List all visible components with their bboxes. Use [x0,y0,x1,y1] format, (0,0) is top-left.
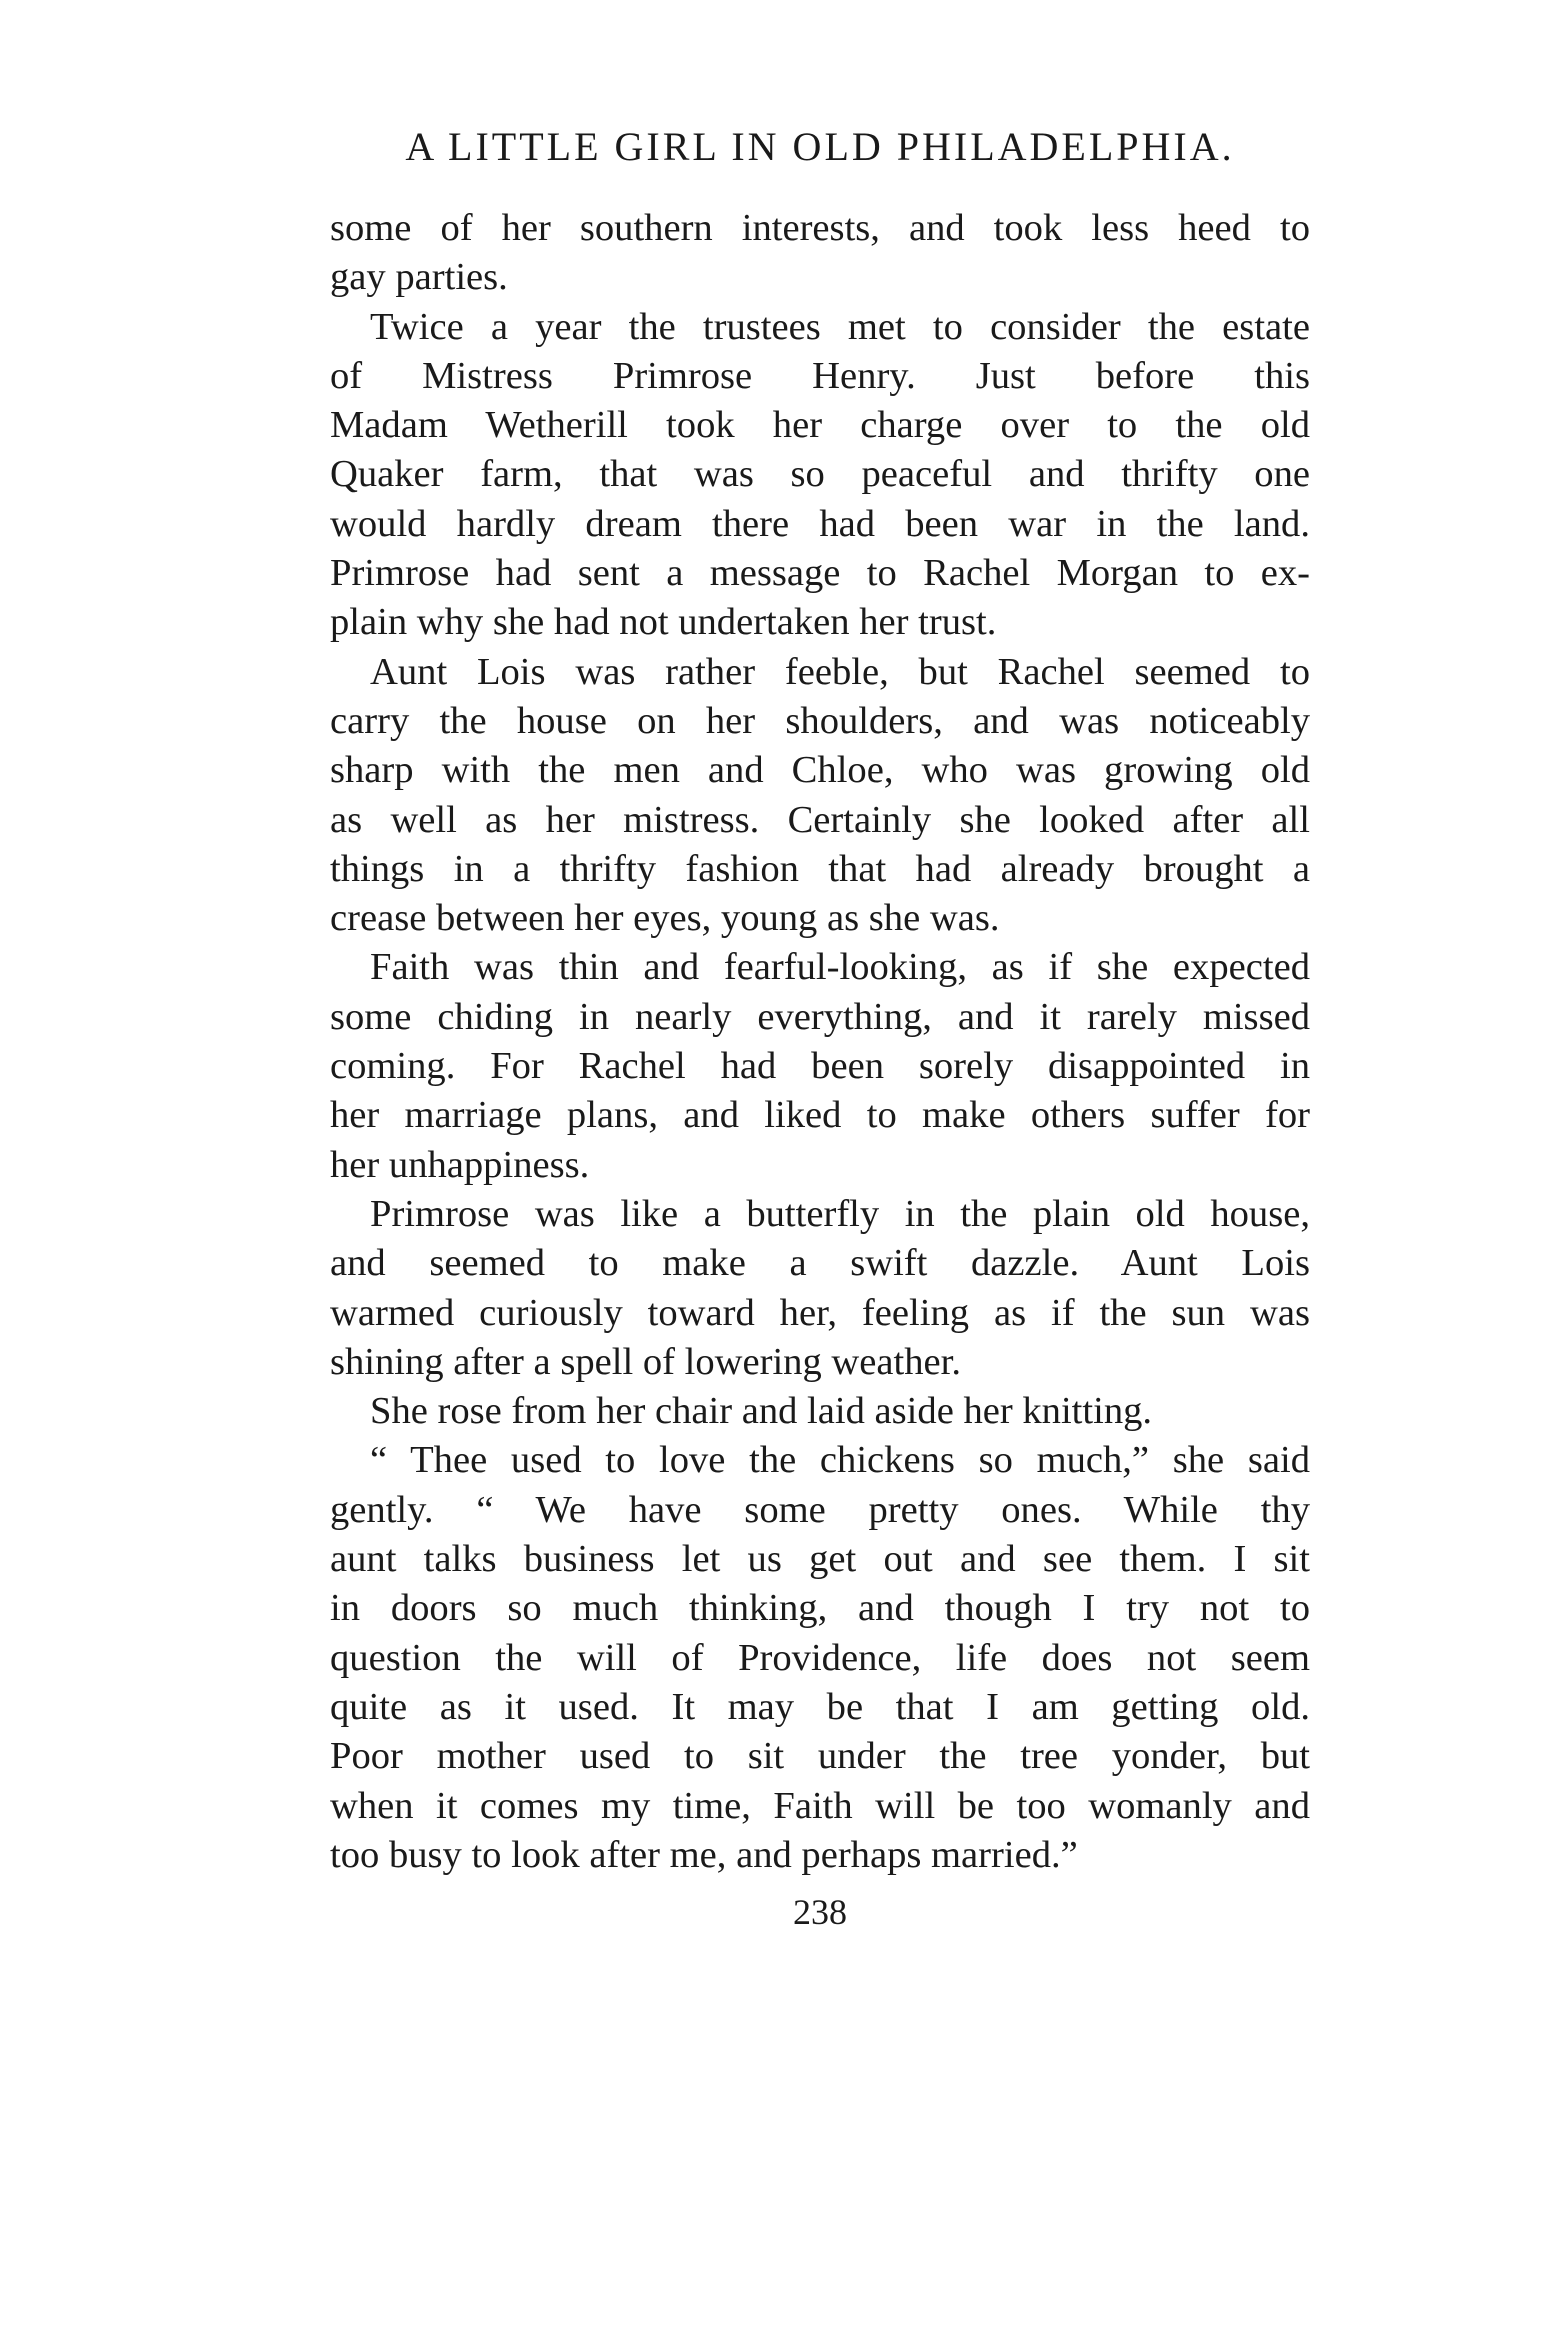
text-line: “ Thee used to love the chickens so much,” she said [370,1439,1310,1482]
text-line: Faith was thin and fearful-looking, as if she expected [370,946,1310,989]
text-line: carry the house on her shoulders, and was noticeably [330,699,1310,742]
text-line: and seemed to make a swift dazzle. Aunt Lois [330,1242,1310,1285]
text-line: her unhappiness. [330,1143,590,1186]
text-line: as well as her mistress. Certainly she looked after all [330,798,1310,841]
text-line: things in a thrifty fashion that had already brought a [330,847,1310,890]
text-line: sharp with the men and Chloe, who was growing old [330,749,1310,792]
text-line: shining after a spell of lowering weather. [330,1340,961,1383]
text-line: Poor mother used to sit under the tree yonder, but [330,1735,1310,1778]
text-line: She rose from her chair and laid aside her knitting. [370,1390,1153,1433]
text-line: Madam Wetherill took her charge over to the old [330,404,1310,447]
text-line: Aunt Lois was rather feeble, but Rachel seemed to [370,650,1310,693]
text-line: some of her southern interests, and took less heed to [330,207,1310,249]
text-line: too busy to look after me, and perhaps married.” [330,1833,1078,1876]
text-line: question the will of Providence, life does not seem [330,1636,1310,1679]
text-line: coming. For Rachel had been sorely disappointed in [330,1045,1310,1088]
text-line: in doors so much thinking, and though I try not to [330,1587,1310,1630]
text-line: warmed curiously toward her, feeling as if the sun was [330,1291,1310,1334]
text-line: quite as it used. It may be that I am getting old. [330,1685,1310,1728]
text-line: Primrose was like a butterfly in the plain old house, [370,1192,1310,1235]
text-line: gently. “ We have some pretty ones. While thy [330,1488,1310,1531]
text-line: some chiding in nearly everything, and it rarely missed [330,995,1310,1038]
text-line: Twice a year the trustees met to consider the estate [370,305,1310,348]
text-line: her marriage plans, and liked to make others suffer for [330,1094,1310,1137]
text-line: gay parties. [330,256,508,299]
text-line: Quaker farm, that was so peaceful and thrifty one [330,453,1310,496]
text-line: Primrose had sent a message to Rachel Morgan to ex- [330,552,1310,595]
running-head: A LITTLE GIRL IN OLD PHILADELPHIA. [405,124,1235,169]
text-line: plain why she had not undertaken her trust. [330,601,997,644]
text-line: of Mistress Primrose Henry. Just before this [330,354,1310,397]
page-number: 238 [793,1892,847,1932]
text-line: aunt talks business let us get out and see them. I sit [330,1538,1310,1581]
text-line: when it comes my time, Faith will be too womanly and [330,1784,1310,1827]
body-text [330,204,1310,1880]
text-line: crease between her eyes, young as she was. [330,897,1000,940]
text-line: would hardly dream there had been war in the land. [330,502,1310,545]
